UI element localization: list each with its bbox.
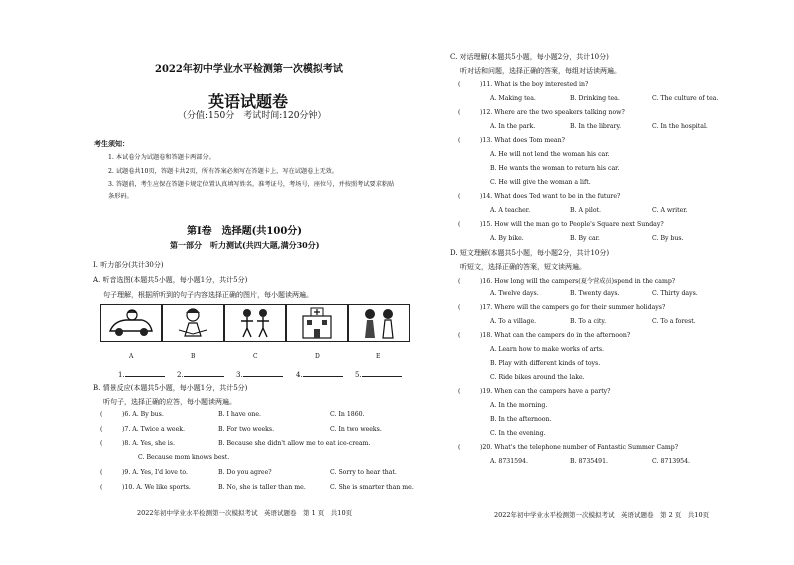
q14-option-a: A. A teacher. [490, 207, 531, 214]
q13-option-c: C. He will give the woman a lift. [490, 179, 591, 186]
question-16: ( )16. How long will the campers(夏令营成员)spend in the camp? [458, 278, 676, 285]
question-9: ( )9. A. Yes, I'd love to. [100, 469, 188, 476]
question-10: ( )10. A. We like sports. [100, 484, 191, 491]
pic-letter-b: B [191, 353, 196, 360]
pic-letter-a: A [129, 353, 134, 360]
notes-heading: 考生须知： [94, 139, 129, 148]
q18-option-b: B. Play with different kinds of toys. [490, 360, 601, 367]
q19-option-b: B. In the afternoon. [490, 416, 552, 423]
section-d-instructions: 听短文，选择正确的答案，短文读两遍。 [460, 263, 586, 271]
car-driver-icon [106, 307, 156, 339]
pic-letter-c: C [253, 353, 258, 360]
q20-option-c: C. 8713954. [652, 458, 690, 465]
section-c-instructions: 听对话和问题，选择正确的答案，每组对话读两遍。 [460, 67, 621, 75]
q20-option-a: A. 8731594. [490, 458, 528, 465]
q15-option-a: A. By bike. [490, 235, 524, 242]
girl-reading-icon [171, 306, 215, 340]
q10-option-c: C. She is smarter than me. [330, 484, 414, 491]
section-b-title: B. 情景反应(本题共5小题，每小题1分，共计5分) [93, 384, 248, 392]
q7-option-b: B. For two weeks. [218, 426, 275, 433]
q15-option-c: C. By bus. [652, 235, 684, 242]
question-8: ( )8. A. Yes, she is. [100, 440, 175, 447]
question-14: ( )14. What does Ted want to be in the future? [458, 193, 621, 200]
question-12: ( )12. Where are the two speakers talking now? [458, 109, 625, 116]
q14-option-b: B. A pilot. [570, 207, 602, 214]
picture-d [286, 304, 348, 342]
q8-option-c: C. Because mom knows best. [138, 454, 230, 461]
section-listening: Ⅰ. 听力部分(共计30分) [93, 261, 164, 269]
note-2: 2. 试题卷共10页，答题卡共2页，所有答案必须写在答题卡上，写在试题卷上无效。 [108, 168, 339, 175]
page-2-footer: 2022年初中学业水平检测第一次模拟考试 英语试题卷 第 2 页 共10页 [494, 511, 710, 519]
pic-letter-d: D [315, 353, 320, 360]
question-19: ( )19. When can the campers have a party? [458, 388, 611, 395]
answer-blank-1[interactable]: 1. [118, 370, 165, 379]
answer-blank-4[interactable]: 4. [296, 370, 343, 379]
answer-blank-5[interactable]: 5. [355, 370, 402, 379]
question-11: ( )11. What is the boy interested in? [458, 81, 589, 88]
section-c-title: C. 对话理解(本题共5小题，每小题2分，共计10分) [450, 53, 609, 61]
q17-option-a: A. To a village. [490, 318, 537, 325]
q8-option-b: B. Because she didn't allow me to eat ice-cream. [218, 440, 371, 447]
hospital-building-icon [295, 306, 339, 340]
q7-option-c: C. In two weeks. [330, 426, 382, 433]
q11-option-a: A. Making tea. [490, 95, 536, 102]
section-b-instructions: 听句子，选择正确的应答，每小题读两遍。 [103, 398, 236, 406]
q11-option-b: B. Drinking tea. [570, 95, 620, 102]
paper-title: 英语试题卷 [208, 92, 289, 111]
question-18: ( )18. What can the campers do in the afternoon? [458, 332, 631, 339]
note-4: 条形码。 [108, 193, 133, 200]
q10-option-b: B. No, she is taller than me. [218, 484, 306, 491]
q6-option-c: C. In 1860. [330, 411, 365, 418]
right-page [420, 0, 794, 565]
q18-option-c: C. Ride bikes around the lake. [490, 374, 585, 381]
question-13: ( )13. What does Tom mean? [458, 137, 565, 144]
q12-option-a: A. In the park. [490, 123, 536, 130]
question-17: ( )17. Where will the campers go for their summer holidays? [458, 304, 666, 311]
section-d-title: D. 短文理解(本题共5小题，每小题2分，共计10分) [450, 249, 610, 257]
q19-option-a: A. In the morning. [490, 402, 548, 409]
q14-option-c: C. A writer. [652, 207, 688, 214]
section-a-title: A. 听音选图(本题共5小题，每小题1分，共计5分) [93, 276, 248, 284]
picture-b [162, 304, 224, 342]
q12-option-c: C. In the hospital. [652, 123, 708, 130]
q15-option-b: B. By car. [570, 235, 600, 242]
question-6: ( )6. A. By bus. [100, 411, 164, 418]
question-15: ( )15. How will the man go to People's Square next Sunday? [458, 221, 664, 228]
q13-option-a: A. He will not lend the woman his car. [490, 151, 610, 158]
q20-option-b: B. 8735491. [570, 458, 609, 465]
q16-option-b: B. Twenty days. [570, 290, 620, 297]
q13-option-b: B. He wants the woman to return his car. [490, 165, 620, 172]
volume-title: 第Ⅰ卷 选择题(共100分) [187, 226, 303, 237]
score-info: （分值:150分 考试时间:120分钟） [178, 111, 327, 121]
exam-title: 2022年初中学业水平检测第一次模拟考试 [155, 64, 343, 75]
section-a-instructions: 句子理解，根据所听到的句子内容选择正确的图片，每小题读两遍。 [103, 291, 313, 299]
q16-option-a: A. Twelve days. [490, 290, 539, 297]
answer-blank-3[interactable]: 3. [236, 370, 283, 379]
q19-option-c: C. In the evening. [490, 430, 546, 437]
q16-option-c: C. Thirty days. [652, 290, 698, 297]
q6-option-b: B. I have one. [218, 411, 262, 418]
answer-blank-2[interactable]: 2. [177, 370, 224, 379]
q9-option-b: B. Do you agree? [218, 469, 272, 476]
question-20: ( )20. What's the telephone number of Fantastic Summer Camp? [458, 444, 679, 451]
picture-a [100, 304, 162, 342]
q9-option-c: C. Sorry to hear that. [330, 469, 397, 476]
q11-option-c: C. The culture of tea. [652, 95, 719, 102]
q12-option-b: B. In the library. [570, 123, 622, 130]
picture-e [348, 304, 410, 342]
part-title: 第一部分 听力测试(共四大题,满分30分) [170, 240, 320, 250]
q18-option-a: A. Learn how to make works of arts. [490, 346, 604, 353]
question-7: ( )7. A. Twice a week. [100, 426, 185, 433]
note-1: 1. 本试卷分为试题卷和答题卡两部分。 [108, 154, 215, 161]
people-walking-icon [233, 306, 277, 340]
picture-c [224, 304, 286, 342]
pic-letter-e: E [376, 353, 381, 360]
two-people-talking-icon [357, 306, 401, 340]
q17-option-c: C. To a forest. [652, 318, 696, 325]
note-3: 3. 答题前，考生应保在答题卡规定位置认真填写姓名，准考证号，考场号，座位号，并按照考试要求粘贴 [108, 181, 395, 188]
page-1-footer: 2022年初中学业水平检测第一次模拟考试 英语试题卷 第 1 页 共10页 [137, 509, 353, 517]
q17-option-b: B. To a city. [570, 318, 607, 325]
